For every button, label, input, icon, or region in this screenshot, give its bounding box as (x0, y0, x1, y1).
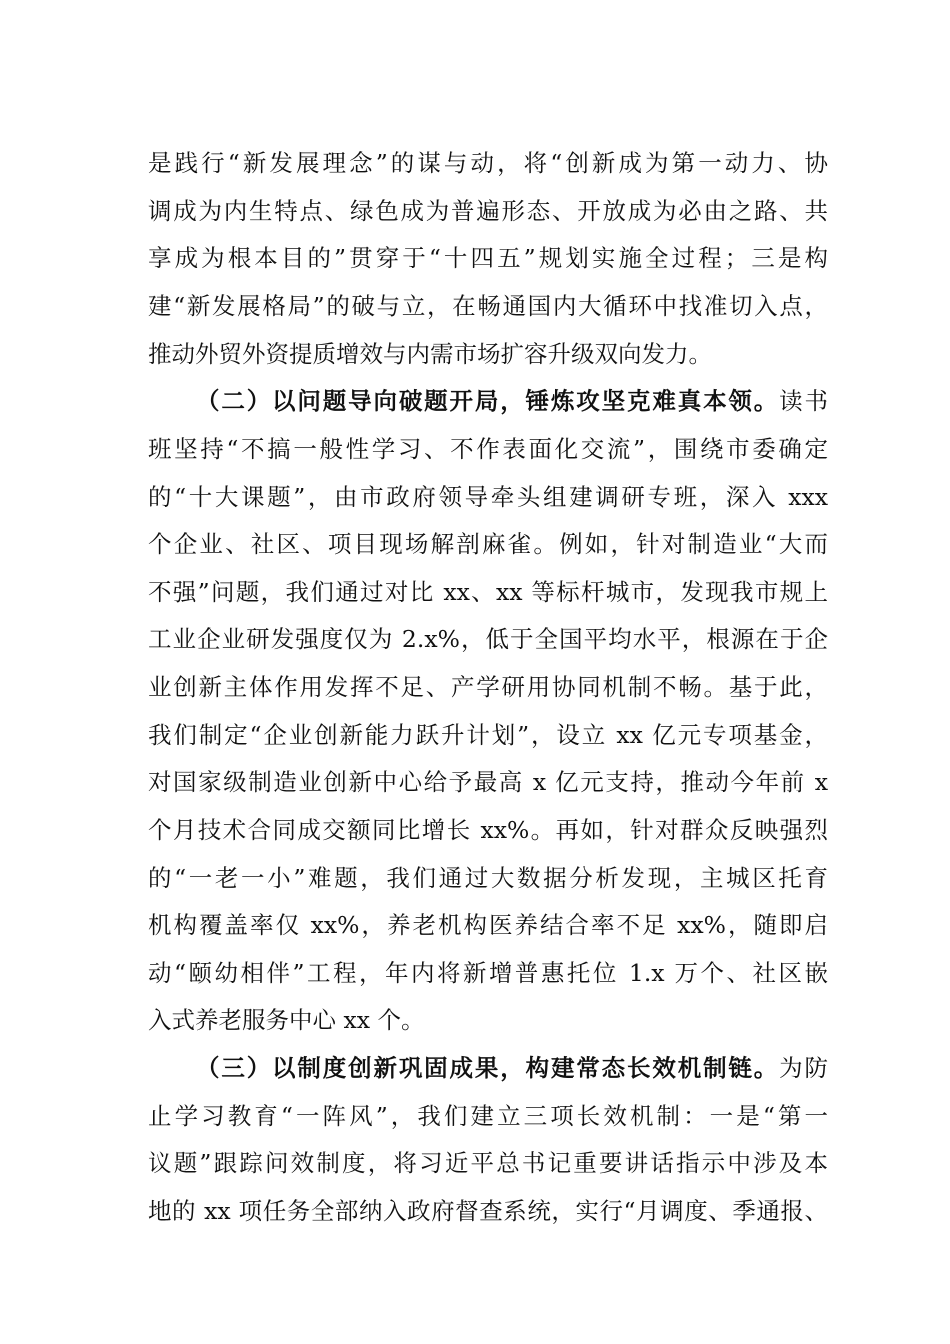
para2-line-13: 动“颐幼相伴”工程，年内将新增普惠托位 1.x 万个、社区嵌 (148, 959, 828, 987)
para2-line-12: 机构覆盖率仅 xx%，养老机构医养结合率不足 xx%，随即启 (148, 911, 828, 939)
para2-heading: （二）以问题导向破题开局，锤炼攻坚克难真本领。 (196, 387, 780, 415)
para2-line-2: 班坚持“不搞一般性学习、不作表面化交流”，围绕市委确定 (148, 435, 828, 463)
para3-line-2: 止学习教育“一阵风”，我们建立三项长效机制：一是“第一 (148, 1102, 828, 1130)
para1-line-4: 建“新发展格局”的破与立，在畅通国内大循环中找准切入点， (148, 292, 828, 320)
para2-line-7: 业创新主体作用发挥不足、产学研用协同机制不畅。基于此， (148, 673, 828, 701)
para1-line-1: 是践行“新发展理念”的谋与动，将“创新成为第一动力、协 (148, 149, 828, 177)
para3-line-1 (196, 1053, 828, 1083)
para2-line-10: 个月技术合同成交额同比增长 xx%。再如，针对群众反映强烈 (148, 816, 828, 844)
para2-line-3: 的“十大课题”，由市政府领导牵头组建调研专班，深入 xxx (148, 483, 828, 511)
para1-line-3: 享成为根本目的”贯穿于“十四五”规划实施全过程；三是构 (148, 244, 828, 272)
para2-line-8: 我们制定“企业创新能力跃升计划”，设立 xx 亿元专项基金， (148, 721, 828, 749)
para2-line-4: 个企业、社区、项目现场解剖麻雀。例如，针对制造业“大而 (148, 530, 828, 558)
para2-line-9: 对国家级制造业创新中心给予最高 x 亿元支持，推动今年前 x (148, 768, 828, 796)
para2-line-1 (196, 386, 828, 416)
para2-line1-tail: 读书 (779, 387, 829, 415)
para2-line-5: 不强”问题，我们通过对比 xx、xx 等标杆城市，发现我市规上 (148, 578, 828, 606)
para2-line-14: 入式养老服务中心 xx 个。 (148, 1006, 425, 1034)
para3-line1-tail: 为防 (779, 1054, 829, 1082)
para3-heading: （三）以制度创新巩固成果，构建常态长效机制链。 (196, 1054, 780, 1082)
para2-line-6: 工业企业研发强度仅为 2.x%，低于全国平均水平，根源在于企 (148, 625, 828, 653)
para2-line-11: 的“一老一小”难题，我们通过大数据分析发现，主城区托育 (148, 864, 828, 892)
para1-line-5: 推动外贸外资提质增效与内需市场扩容升级双向发力。 (148, 340, 712, 368)
para1-line-2: 调成为内生特点、绿色成为普遍形态、开放成为必由之路、共 (148, 197, 828, 225)
para3-line-4: 地的 xx 项任务全部纳入政府督查系统，实行“月调度、季通报、 (148, 1197, 828, 1225)
para3-line-3: 议题”跟踪问效制度，将习近平总书记重要讲话指示中涉及本 (148, 1149, 828, 1177)
